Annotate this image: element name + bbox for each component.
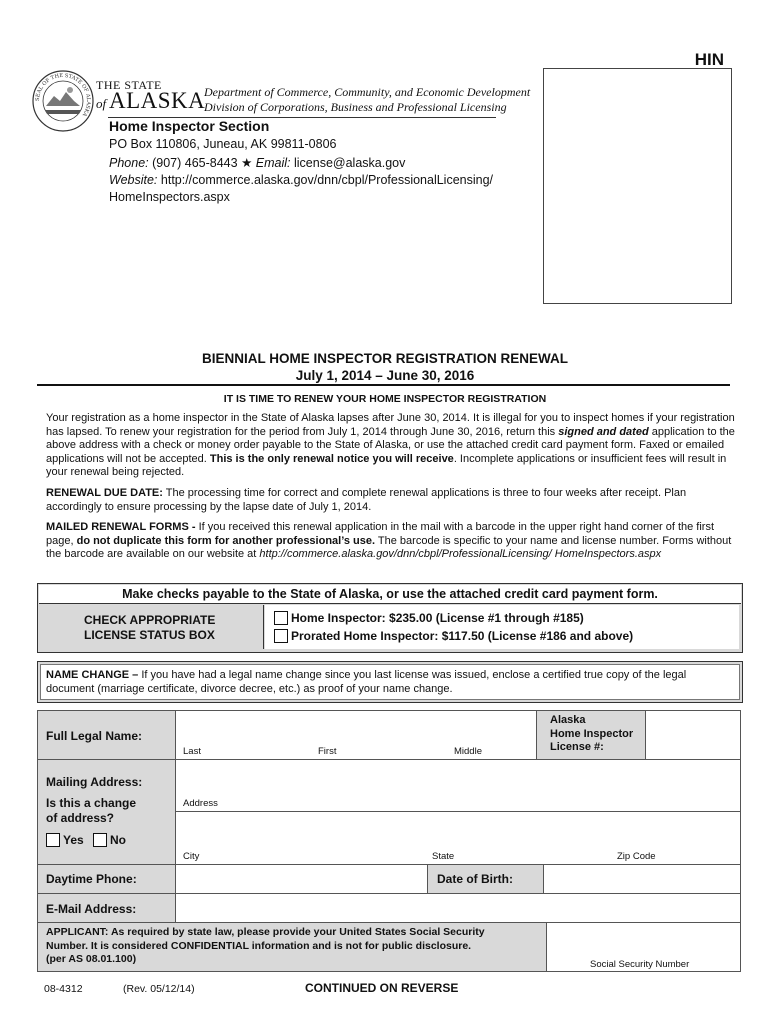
- middle-name-caption: Middle: [454, 746, 482, 757]
- form-period: July 1, 2014 – June 30, 2016: [295, 368, 475, 383]
- yes-label: Yes: [63, 833, 84, 847]
- name-change-text: NAME CHANGE – If you have had a legal name change since you last license was issued, enclose a certified true copy of the legal document (marriage certificate, divorce decree, etc.) as proof of your name change.: [46, 669, 687, 695]
- mailed-forms-paragraph: MAILED RENEWAL FORMS - If you received this renewal application in the mail with a barcode in the upper right hand corner of the first page, do not duplicate this form for another professional’s use. The barcode is specific to your name and license number. Forms without the barcode are available on our website at http://commerce.alaska.gov/dnn/cbpl/ProfessionalLicensing/ HomeInspectors.aspx: [46, 521, 732, 561]
- phone-label: Phone:: [109, 156, 149, 170]
- phone-value: (907) 465-8443: [152, 156, 238, 170]
- email-address-field[interactable]: [175, 893, 741, 923]
- department-name: Department of Commerce, Community, and Economic Development: [204, 85, 531, 99]
- section-title: Home Inspector Section: [109, 118, 270, 134]
- form-code: HIN: [694, 50, 724, 69]
- photo-box: [543, 68, 732, 304]
- revision-date: (Rev. 05/12/14): [123, 983, 195, 995]
- website-url-2: HomeInspectors.aspx: [109, 190, 230, 204]
- city-caption: City: [183, 851, 200, 862]
- division-name: Division of Corporations, Business and Professional Licensing: [204, 100, 507, 114]
- prorated-inspector-option: Prorated Home Inspector: $117.50 (License #186 and above): [291, 629, 634, 643]
- mailing-address-label: Mailing Address:: [46, 775, 143, 789]
- home-inspector-checkbox[interactable]: [274, 611, 288, 625]
- address-change-yes-checkbox[interactable]: [46, 833, 60, 847]
- address-change-question: Is this a change of address?: [46, 796, 137, 825]
- state-seal-logo: [32, 70, 94, 132]
- contact-website-line: [109, 173, 493, 187]
- prorated-inspector-checkbox[interactable]: [274, 629, 288, 643]
- star-icon: ★: [241, 156, 253, 170]
- state-the: THE STATE: [96, 78, 162, 92]
- address-caption: Address: [183, 798, 218, 809]
- status-label: CHECK APPROPRIATE LICENSE STATUS BOX: [84, 613, 216, 642]
- continued-on-reverse: CONTINUED ON REVERSE: [305, 981, 459, 995]
- city-state-zip-field[interactable]: [175, 811, 741, 865]
- website-label: Website:: [109, 173, 158, 187]
- form-title: BIENNIAL HOME INSPECTOR REGISTRATION RENEWAL: [201, 351, 569, 366]
- svg-text:SEAL OF THE STATE OF ALASKA: SEAL OF THE STATE OF ALASKA: [34, 72, 92, 118]
- ssn-caption: Social Security Number: [590, 959, 690, 970]
- state-caption: State: [432, 851, 455, 862]
- state-of: of: [96, 96, 107, 111]
- title-rule: [37, 384, 730, 386]
- email-label: Email:: [255, 156, 291, 170]
- state-name: ALASKA: [109, 88, 206, 113]
- date-of-birth-label: Date of Birth:: [437, 872, 513, 886]
- no-label: No: [110, 833, 126, 847]
- date-of-birth-field[interactable]: [543, 864, 741, 894]
- daytime-phone-field[interactable]: [175, 864, 428, 894]
- address-field[interactable]: [175, 759, 741, 812]
- address-change-no-checkbox[interactable]: [93, 833, 107, 847]
- daytime-phone-label: Daytime Phone:: [46, 872, 137, 886]
- home-inspector-option: Home Inspector: $235.00 (License #1 through #185): [291, 611, 584, 625]
- ssn-note: APPLICANT: As required by state law, please provide your United States Social Security Number. It is considered CONFIDENTIAL information and is not for public disclosure. (per AS 08.01.100): [46, 926, 485, 965]
- license-number-field[interactable]: [645, 710, 741, 760]
- contact-phone-line: [109, 155, 405, 170]
- form-number: 08-4312: [44, 983, 83, 995]
- renewal-due-date-paragraph: RENEWAL DUE DATE: The processing time for correct and complete renewal applications is three to four weeks after receipt. Plan accordingly to ensure processing by the lapse date of July 1, 2014.: [46, 487, 687, 513]
- payable-banner: Make checks payable to the State of Alaska, or use the attached credit card payment form.: [39, 585, 741, 604]
- zip-caption: Zip Code: [617, 851, 656, 862]
- renew-heading: IT IS TIME TO RENEW YOUR HOME INSPECTOR REGISTRATION: [223, 393, 547, 405]
- email-address-label: E-Mail Address:: [46, 902, 137, 916]
- contact-address: PO Box 110806, Juneau, AK 99811-0806: [109, 137, 337, 151]
- intro-paragraph: Your registration as a home inspector in the State of Alaska lapses after June 30, 2014. It is illegal for you to inspect homes if your registration has lapsed. To renew your registration for the period from July 1, 2014 through June 30, 2016, return this signed and dated application to the above address with a check or money order payable to the State of Alaska, or use the attached credit card payment form. Faxed or emailed applications will not be accepted. This is the only renewal notice you will receive. Incomplete applications or insufficient fees will result in your renewal being rejected.: [46, 412, 735, 479]
- full-legal-name-label: Full Legal Name:: [46, 729, 143, 743]
- website-url-1: http://commerce.alaska.gov/dnn/cbpl/ProfessionalLicensing/: [160, 173, 494, 187]
- first-name-caption: First: [318, 746, 337, 757]
- license-number-label: Alaska Home Inspector License #:: [550, 714, 634, 753]
- last-name-caption: Last: [183, 746, 201, 757]
- email-value: license@alaska.gov: [294, 156, 406, 170]
- full-legal-name-field[interactable]: [175, 710, 537, 760]
